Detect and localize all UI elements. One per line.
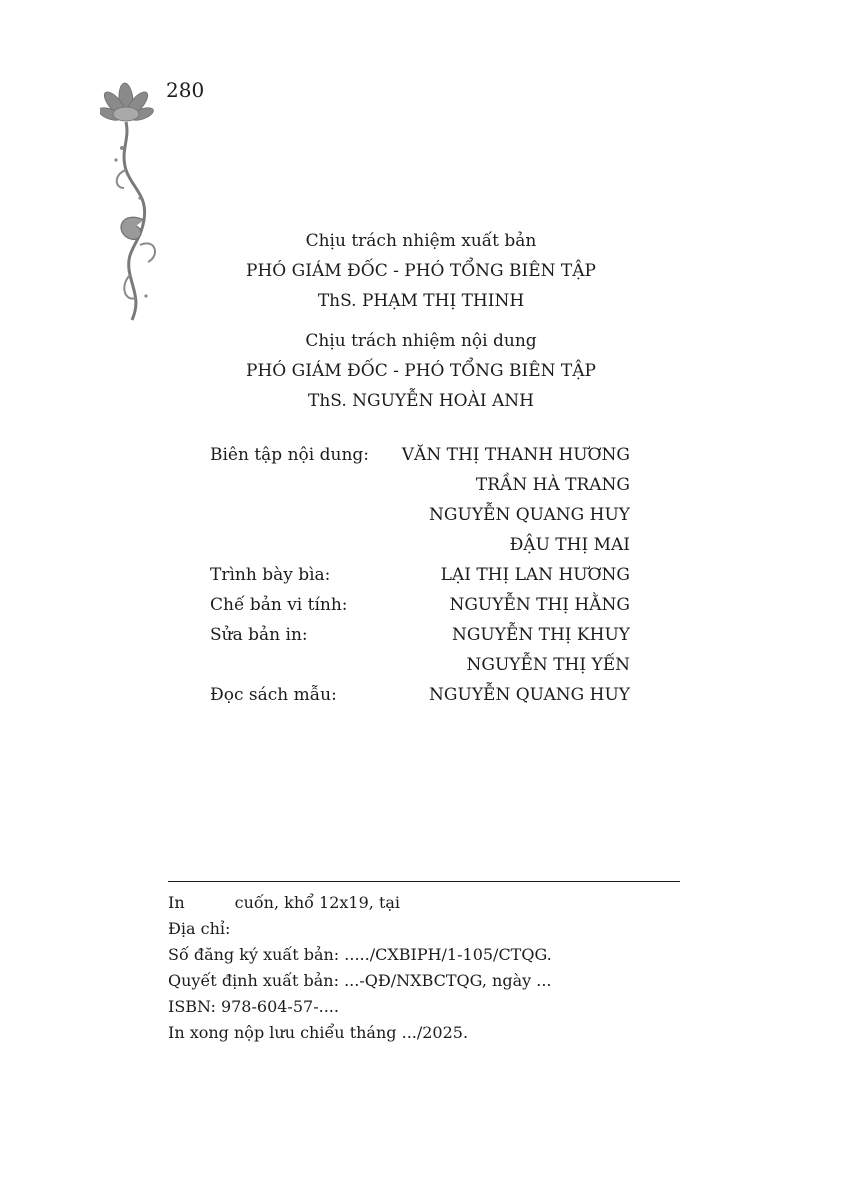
staff-name: NGUYỄN THỊ HẰNG	[449, 595, 630, 615]
staff-list	[210, 440, 630, 710]
staff-name: LẠI THỊ LAN HƯƠNG	[440, 565, 630, 585]
footer-divider	[168, 881, 680, 882]
staff-row	[210, 440, 630, 470]
staff-role: Biên tập nội dung:	[210, 445, 370, 465]
staff-name: VĂN THỊ THANH HƯƠNG	[401, 445, 630, 465]
decision-line: Quyết định xuất bản: ...-QĐ/NXBCTQG, ngày ...	[168, 971, 552, 990]
staff-row	[210, 470, 630, 500]
staff-row	[210, 620, 630, 650]
publishing-responsibility-heading: Chịu trách nhiệm xuất bản	[305, 231, 537, 251]
staff-row	[210, 680, 630, 710]
publishing-responsibility	[0, 226, 842, 316]
content-responsibility-position: PHÓ GIÁM ĐỐC - PHÓ TỔNG BIÊN TẬP	[246, 361, 596, 381]
staff-role: Đọc sách mẫu:	[210, 685, 337, 705]
staff-row	[210, 500, 630, 530]
address-line: Địa chỉ:	[168, 919, 231, 938]
staff-row	[210, 560, 630, 590]
content-responsibility	[0, 326, 842, 416]
staff-name: NGUYỄN THỊ KHUY	[451, 625, 630, 645]
publishing-responsibility-name: ThS. PHẠM THỊ THINH	[317, 291, 525, 311]
print-suffix: cuốn, khổ 12x19, tại	[234, 893, 401, 912]
publication-info	[168, 890, 552, 1046]
content-responsibility-heading: Chịu trách nhiệm nội dung	[305, 331, 537, 351]
registration-line: Số đăng ký xuất bản: ...../CXBIPH/1-105/CTQG.	[168, 945, 552, 964]
staff-role: Trình bày bìa:	[210, 565, 331, 585]
staff-name: ĐẬU THỊ MAI	[509, 535, 630, 555]
print-line	[168, 890, 552, 916]
publishing-responsibility-position: PHÓ GIÁM ĐỐC - PHÓ TỔNG BIÊN TẬP	[246, 261, 596, 281]
staff-role: Chế bản vi tính:	[210, 595, 348, 615]
print-prefix: In	[168, 893, 185, 912]
staff-name: NGUYỄN THỊ YẾN	[466, 655, 630, 675]
staff-name: TRẦN HÀ TRANG	[475, 475, 630, 495]
staff-name: NGUYỄN QUANG HUY	[429, 505, 630, 525]
staff-row	[210, 590, 630, 620]
staff-role: Sửa bản in:	[210, 625, 308, 645]
page-number: 280	[166, 78, 205, 102]
staff-name: NGUYỄN QUANG HUY	[429, 685, 630, 705]
deposit-line: In xong nộp lưu chiểu tháng .../2025.	[168, 1023, 469, 1042]
staff-row	[210, 530, 630, 560]
content-responsibility-name: ThS. NGUYỄN HOÀI ANH	[308, 391, 534, 411]
isbn-line: ISBN: 978-604-57-....	[168, 997, 339, 1016]
staff-row	[210, 650, 630, 680]
